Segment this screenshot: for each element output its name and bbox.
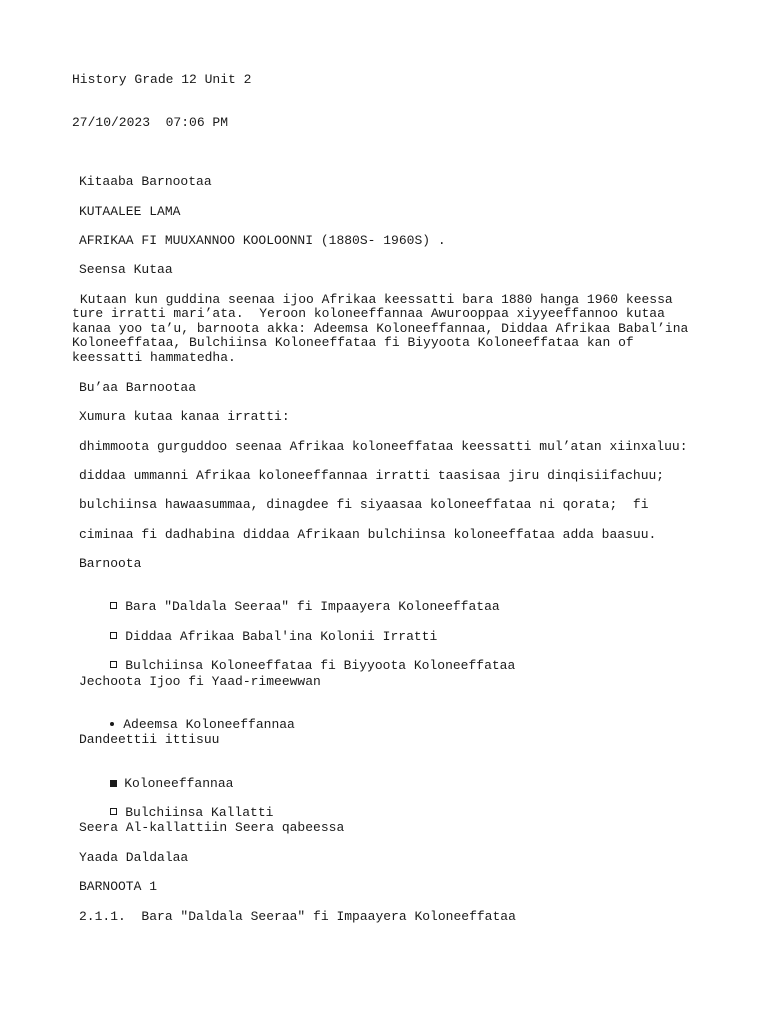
round-bullet-icon bbox=[110, 722, 114, 726]
outcome-item: diddaa ummanni Afrikaa koloneeffannaa irratti taasisaa jiru dinqisiifachuu; bbox=[79, 468, 665, 483]
book-label: Kitaaba Barnootaa bbox=[79, 174, 212, 189]
key-term-label: Koloneeffannaa bbox=[124, 776, 234, 791]
key-term-item: Dandeettii ittisuu bbox=[79, 732, 220, 747]
document-title: History Grade 12 Unit 2 bbox=[72, 72, 252, 87]
outcomes-heading: Bu’aa Barnootaa bbox=[79, 380, 197, 395]
key-term-item: Yaada Daldalaa bbox=[79, 850, 189, 865]
hollow-square-bullet-icon bbox=[110, 808, 117, 815]
lesson-item-label: Bara "Daldala Seeraa" fi Impaayera Koloneeffataa bbox=[125, 599, 500, 614]
lesson-1-section-title: 2.1.1. Bara "Daldala Seeraa" fi Impaayera Koloneeffataa bbox=[79, 909, 516, 924]
outcome-item: dhimmoota gurguddoo seenaa Afrikaa koloneeffataa keessatti mul’atan xiinxaluu: bbox=[79, 439, 688, 454]
key-term-item: Seera Al-kallattiin Seera qabeessa bbox=[79, 820, 345, 835]
unit-label: KUTAALEE LAMA bbox=[79, 204, 181, 219]
unit-title: AFRIKAA FI MUUXANNOO KOOLOONNI (1880S- 1960S) . bbox=[79, 233, 446, 248]
document-datetime: 27/10/2023 07:06 PM bbox=[72, 115, 229, 130]
lesson-item-label: Diddaa Afrikaa Babal'ina Kolonii Irratti bbox=[125, 629, 438, 644]
key-term-label: Bulchiinsa Kallatti bbox=[125, 805, 274, 820]
outcome-item: ciminaa fi dadhabina diddaa Afrikaan bulchiinsa koloneeffataa adda baasuu. bbox=[79, 527, 657, 542]
outcome-item: bulchiinsa hawaasummaa, dinagdee fi siyaasaa koloneeffataa ni qorata; fi bbox=[79, 497, 649, 512]
key-terms-heading: Jechoota Ijoo fi Yaad-rimeewwan bbox=[79, 674, 321, 689]
lessons-heading: Barnoota bbox=[79, 556, 142, 571]
outcomes-intro: Xumura kutaa kanaa irratti: bbox=[79, 409, 290, 424]
intro-heading: Seensa Kutaa bbox=[79, 262, 173, 277]
lesson-1-heading: BARNOOTA 1 bbox=[79, 879, 158, 894]
hollow-square-bullet-icon bbox=[110, 661, 117, 668]
key-term-label: Adeemsa Koloneeffannaa bbox=[123, 717, 295, 732]
lesson-item-label: Bulchiinsa Koloneeffataa fi Biyyoota Koloneeffataa bbox=[125, 658, 516, 673]
hollow-square-bullet-icon bbox=[110, 632, 117, 639]
intro-paragraph: Kutaan kun guddina seenaa ijoo Afrikaa keessatti bara 1880 hanga 1960 keessa ture irratti mari’ata. Yeroon koloneeffannaa Awurooppaa xiyyeeffannoo kutaa kanaa yoo ta’u, barnoota akka: Adeemsa Koloneeffannaa, Diddaa Afrikaa Babal’ina Koloneeffataa, Bulchiinsa Koloneeffataa fi Biyyoota Koloneeffataa kan of keessatti hammatedha. bbox=[72, 292, 697, 365]
filled-square-bullet-icon bbox=[110, 780, 117, 787]
hollow-square-bullet-icon bbox=[110, 602, 117, 609]
